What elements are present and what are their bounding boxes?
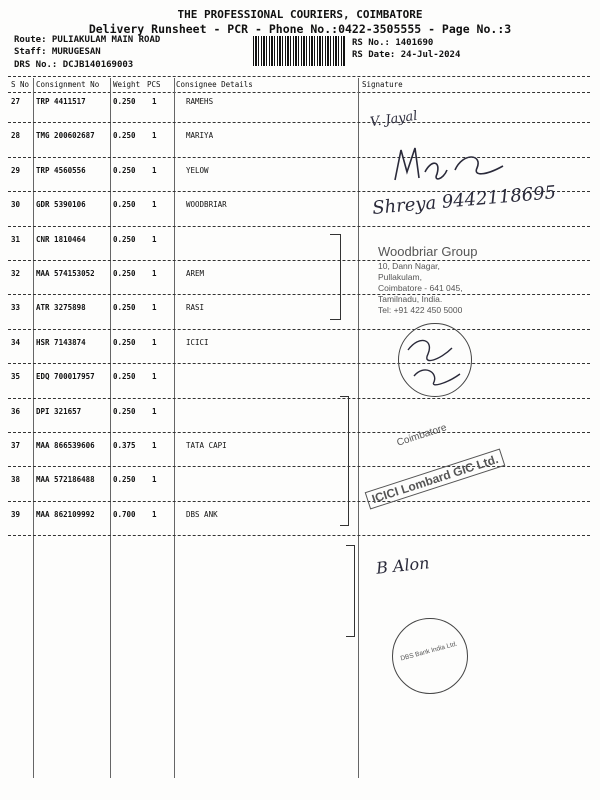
row-weight: 0.250 <box>113 165 136 175</box>
row-sno: 36 <box>11 406 21 416</box>
row-pcs: 1 <box>152 372 157 382</box>
row-pcs: 1 <box>152 234 157 244</box>
col-sno: S No <box>11 80 30 89</box>
row-weight: 0.250 <box>113 372 136 382</box>
row-sno: 35 <box>11 372 21 382</box>
row-sno: 29 <box>11 165 21 175</box>
company-title: THE PROFESSIONAL COURIERS, COIMBATORE <box>177 8 423 21</box>
row-consignee: MARIYA <box>186 131 214 141</box>
rs-date: RS Date: 24-Jul-2024 <box>352 50 461 60</box>
row-pcs: 1 <box>152 269 157 278</box>
row-weight: 0.250 <box>113 269 136 278</box>
signature-row-27: V. Jayal <box>369 108 419 131</box>
row-pcs: 1 <box>152 475 157 485</box>
divider-2 <box>110 78 111 778</box>
row-consignment: EDQ 700017957 <box>36 372 95 382</box>
barcode <box>253 36 345 66</box>
col-consignment: Consignment No <box>36 80 100 89</box>
row-sno: 37 <box>11 441 21 450</box>
row-separator <box>8 466 590 467</box>
row-consignee: WOODBRIAR <box>186 200 227 210</box>
row-separator <box>8 363 590 364</box>
row-weight: 0.250 <box>113 337 136 347</box>
signature-row-37: B Alon <box>375 553 431 578</box>
row-consignment: MAA 574153052 <box>36 269 95 278</box>
row-consignee: TATA CAPI <box>186 441 227 450</box>
bracket-rows-34-36 <box>340 396 349 526</box>
row-pcs: 1 <box>152 441 157 450</box>
row-pcs: 1 <box>152 337 157 347</box>
signature-row-29: Shreya 9442118695 <box>371 182 557 219</box>
row-consignment: MAA 866539606 <box>36 441 95 450</box>
row-consignment: GDR 5390106 <box>36 200 86 210</box>
woodbriar-stamp-line5: Tel: +91 422 450 5000 <box>378 305 463 315</box>
row-consignee: DBS ANK <box>186 509 218 519</box>
row-consignee: ICICI <box>186 337 209 347</box>
row-separator <box>8 501 590 502</box>
row-consignment: ATR 3275898 <box>36 303 86 313</box>
dbs-stamp-text: DBS Bank India Ltd. <box>399 640 459 663</box>
row-pcs: 1 <box>152 200 157 210</box>
bracket-rows-37-38 <box>346 545 355 637</box>
row-separator <box>8 260 590 261</box>
row-separator <box>8 294 590 295</box>
woodbriar-stamp-line1: 10, Dann Nagar, <box>378 261 440 271</box>
row-weight: 0.250 <box>113 97 136 106</box>
row-separator <box>8 535 590 536</box>
row-pcs: 1 <box>152 97 157 106</box>
row-consignee: RASI <box>186 303 205 313</box>
row-consignment: TRP 4560556 <box>36 165 86 175</box>
row-consignee: AREM <box>186 269 205 278</box>
runsheet-subtitle: Delivery Runsheet - PCR - Phone No.:0422-3505555 - Page No.:3 <box>88 22 512 36</box>
rs-number: RS No.: 1401690 <box>352 38 434 48</box>
staff-label: Staff: MURUGESAN <box>14 47 101 57</box>
row-consignment: TRP 4411517 <box>36 97 86 106</box>
bracket-rows-30-31 <box>330 234 341 320</box>
row-sno: 27 <box>11 97 21 106</box>
row-pcs: 1 <box>152 303 157 313</box>
header-bottom-rule <box>8 92 590 93</box>
woodbriar-stamp-line3: Coimbatore - 641 045, <box>378 283 463 293</box>
row-sno: 28 <box>11 131 21 141</box>
woodbriar-stamp-name: Woodbriar Group <box>378 244 478 259</box>
row-separator <box>8 226 590 227</box>
row-consignee: YELOW <box>186 165 209 175</box>
row-sno: 31 <box>11 234 21 244</box>
row-consignment: TMG 200602687 <box>36 131 95 141</box>
row-pcs: 1 <box>152 406 157 416</box>
divider-1 <box>33 78 34 778</box>
row-weight: 0.250 <box>113 303 136 313</box>
row-separator <box>8 432 590 433</box>
row-consignment: DPI 321657 <box>36 406 82 416</box>
row-consignment: CNR 1810464 <box>36 234 86 244</box>
col-pcs: PCS <box>147 80 161 89</box>
row-pcs: 1 <box>152 165 157 175</box>
row-sno: 32 <box>11 269 21 278</box>
col-consignee: Consignee Details <box>176 80 253 89</box>
row-sno: 33 <box>11 303 21 313</box>
row-sno: 30 <box>11 200 21 210</box>
col-weight: Weight <box>113 80 141 89</box>
row-sno: 39 <box>11 509 21 519</box>
row-weight: 0.250 <box>113 200 136 210</box>
divider-4 <box>358 78 359 778</box>
row-separator <box>8 122 590 123</box>
row-consignment: MAA 572186488 <box>36 475 95 485</box>
row-weight: 0.250 <box>113 131 136 141</box>
row-pcs: 1 <box>152 509 157 519</box>
icici-stamp-line1: Coimbatore <box>395 422 449 449</box>
signature-row-28 <box>385 142 525 187</box>
row-pcs: 1 <box>152 131 157 141</box>
signature-row-32-33 <box>400 330 480 390</box>
divider-3 <box>174 78 175 778</box>
row-sno: 38 <box>11 475 21 485</box>
row-weight: 0.250 <box>113 234 136 244</box>
row-weight: 0.250 <box>113 406 136 416</box>
row-weight: 0.375 <box>113 441 136 450</box>
col-signature: Signature <box>362 80 403 89</box>
row-separator <box>8 329 590 330</box>
row-consignee: RAMEHS <box>186 97 214 106</box>
woodbriar-stamp-line2: Pullakulam, <box>378 272 422 282</box>
row-weight: 0.250 <box>113 475 136 485</box>
row-separator <box>8 398 590 399</box>
row-weight: 0.700 <box>113 509 136 519</box>
row-consignment: HSR 7143874 <box>36 337 86 347</box>
header-top-rule <box>8 76 590 77</box>
row-sno: 34 <box>11 337 21 347</box>
route-label: Route: PULIAKULAM MAIN ROAD <box>14 35 161 45</box>
woodbriar-stamp-line4: Tamilnadu, India. <box>378 294 443 304</box>
row-consignment: MAA 862109992 <box>36 509 95 519</box>
drs-number: DRS No.: DCJB140169003 <box>14 60 134 70</box>
icici-stamp-line2: ICICI Lombard GIC Ltd. <box>365 449 506 510</box>
